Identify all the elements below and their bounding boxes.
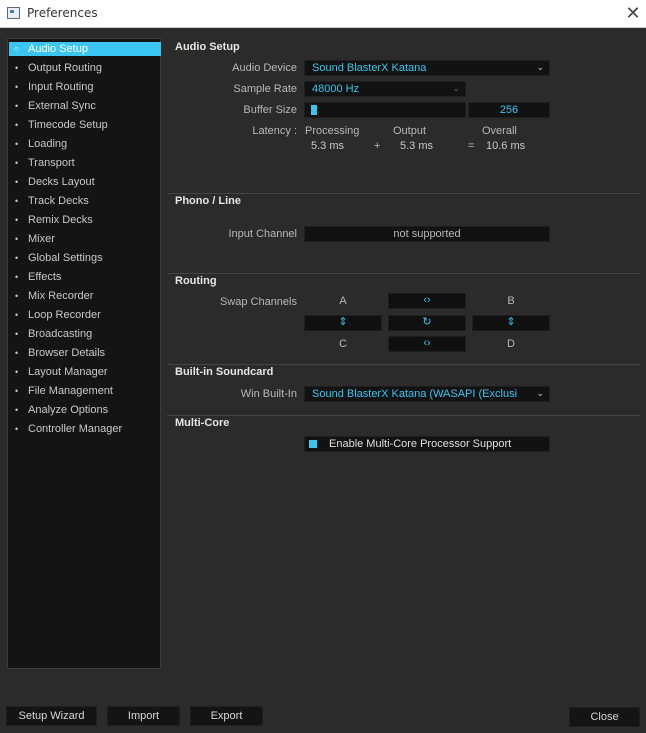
- swap-a-c-button[interactable]: [304, 315, 382, 331]
- close-button[interactable]: Close: [569, 707, 640, 727]
- bullet-icon: •: [15, 329, 19, 339]
- sidebar-item-remix-decks[interactable]: [8, 213, 160, 227]
- sample-rate-value: 48000 Hz: [312, 83, 360, 95]
- bullet-icon: •: [15, 424, 19, 434]
- sidebar-item-label: Loading: [28, 138, 68, 150]
- processing-label: Processing: [305, 125, 360, 137]
- swap-horizontal-icon: ‹›: [423, 337, 431, 349]
- section-title-multi-core: Multi-Core: [175, 417, 230, 429]
- setup-wizard-button[interactable]: Setup Wizard: [6, 706, 97, 726]
- output-value: 5.3 ms: [400, 140, 434, 152]
- sidebar-item-layout-manager[interactable]: [8, 365, 160, 379]
- sidebar-item-input-routing[interactable]: [8, 80, 160, 94]
- sidebar-item-label: Mix Recorder: [28, 290, 94, 302]
- swap-vertical-icon: ⇕: [506, 316, 516, 328]
- section-title-built-in-soundcard: Built-in Soundcard: [175, 366, 274, 378]
- sidebar-item-label: Controller Manager: [28, 423, 123, 435]
- bullet-icon: •: [15, 310, 19, 320]
- chevron-down-icon: ⌄: [536, 62, 544, 72]
- swap-c-d-button[interactable]: [388, 336, 466, 352]
- sidebar-item-label: Output Routing: [28, 62, 102, 74]
- bullet-icon: •: [15, 177, 19, 187]
- bullet-icon: •: [15, 386, 19, 396]
- sidebar-item-label: External Sync: [28, 100, 96, 112]
- bullet-icon: •: [15, 291, 19, 301]
- sidebar-item-file-management[interactable]: [8, 384, 160, 398]
- channel-c-label: C: [339, 338, 347, 350]
- sidebar-item-label: Broadcasting: [28, 328, 93, 340]
- preferences-app-icon: [7, 7, 20, 19]
- sample-rate-dropdown[interactable]: [304, 81, 466, 97]
- bullet-icon: •: [15, 234, 19, 244]
- sidebar-item-label: Layout Manager: [28, 366, 108, 378]
- sidebar-item-mixer[interactable]: [8, 232, 160, 246]
- sidebar: [7, 38, 161, 669]
- chevron-down-icon: ⌄: [536, 388, 544, 398]
- sidebar-item-mix-recorder[interactable]: [8, 289, 160, 303]
- multi-core-label: Enable Multi-Core Processor Support: [329, 438, 512, 450]
- bullet-icon: •: [15, 120, 19, 130]
- reset-icon: ↻: [422, 316, 432, 328]
- buffer-size-slider[interactable]: [304, 102, 466, 118]
- sidebar-item-transport[interactable]: [8, 156, 160, 170]
- sidebar-item-label: Loop Recorder: [28, 309, 101, 321]
- sidebar-item-browser-details[interactable]: [8, 346, 160, 360]
- bullet-icon: ○: [14, 44, 19, 53]
- sidebar-item-global-settings[interactable]: [8, 251, 160, 265]
- buffer-size-value: 256: [499, 104, 519, 116]
- bullet-icon: •: [15, 272, 19, 282]
- swap-horizontal-icon: ‹›: [423, 294, 431, 306]
- sidebar-item-label: Timecode Setup: [28, 119, 108, 131]
- sidebar-item-loading[interactable]: [8, 137, 160, 151]
- sidebar-item-audio-setup[interactable]: [9, 42, 161, 56]
- bullet-icon: •: [15, 82, 19, 92]
- section-title-phono-line: Phono / Line: [175, 195, 241, 207]
- sidebar-item-label: Mixer: [28, 233, 55, 245]
- channel-d-label: D: [507, 338, 515, 350]
- output-label: Output: [393, 125, 427, 137]
- sidebar-item-label: Remix Decks: [28, 214, 93, 226]
- buffer-size-label: Buffer Size: [243, 104, 297, 116]
- overall-label: Overall: [482, 125, 517, 137]
- sample-rate-label: Sample Rate: [233, 83, 297, 95]
- win-built-in-dropdown[interactable]: [304, 386, 550, 402]
- sidebar-item-output-routing[interactable]: [8, 61, 160, 75]
- audio-device-dropdown[interactable]: [304, 60, 550, 76]
- swap-vertical-icon: ⇕: [338, 316, 348, 328]
- latency-label: Latency :: [252, 125, 297, 137]
- sidebar-item-label: Decks Layout: [28, 176, 95, 188]
- sidebar-item-label: File Management: [28, 385, 113, 397]
- overall-value: 10.6 ms: [486, 140, 526, 152]
- swap-a-b-button[interactable]: [388, 293, 466, 309]
- swap-b-d-button[interactable]: [472, 315, 550, 331]
- bullet-icon: •: [15, 348, 19, 358]
- close-icon[interactable]: ✕: [625, 3, 641, 23]
- bullet-icon: •: [15, 196, 19, 206]
- sidebar-item-label: Input Routing: [28, 81, 94, 93]
- divider: [167, 193, 640, 194]
- bullet-icon: •: [15, 367, 19, 377]
- bullet-icon: •: [15, 215, 19, 225]
- channel-a-label: A: [339, 295, 347, 307]
- plus-sign: +: [374, 140, 381, 152]
- multi-core-checkbox[interactable]: [304, 436, 550, 452]
- window-title: Preferences: [27, 6, 98, 20]
- win-built-in-value: Sound BlasterX Katana (WASAPI (Exclusi: [312, 388, 518, 400]
- section-title-audio-setup: Audio Setup: [175, 41, 240, 53]
- buffer-size-field[interactable]: [468, 102, 550, 118]
- sidebar-item-track-decks[interactable]: [8, 194, 160, 208]
- divider: [167, 364, 640, 365]
- processing-value: 5.3 ms: [311, 140, 345, 152]
- bullet-icon: •: [15, 158, 19, 168]
- sidebar-item-label: Effects: [28, 271, 62, 283]
- bullet-icon: •: [15, 101, 19, 111]
- buffer-size-slider-handle[interactable]: [311, 105, 317, 115]
- sidebar-item-label: Transport: [28, 157, 75, 169]
- sidebar-item-controller-manager[interactable]: [8, 422, 160, 436]
- input-channel-value: not supported: [393, 228, 461, 240]
- sidebar-item-label: Global Settings: [28, 252, 103, 264]
- title-bar: [0, 0, 646, 28]
- bullet-icon: •: [15, 63, 19, 73]
- export-button[interactable]: Export: [190, 706, 263, 726]
- sidebar-item-decks-layout[interactable]: [8, 175, 160, 189]
- reset-routing-button[interactable]: [388, 315, 466, 331]
- win-built-in-label: Win Built-In: [240, 388, 297, 400]
- bullet-icon: •: [15, 405, 19, 415]
- input-channel-label: Input Channel: [228, 228, 297, 240]
- sidebar-item-label: Audio Setup: [28, 43, 88, 55]
- chevron-down-icon: ⌄: [452, 83, 460, 93]
- section-title-routing: Routing: [175, 275, 217, 287]
- swap-channels-label: Swap Channels: [219, 296, 297, 308]
- import-button[interactable]: Import: [107, 706, 180, 726]
- sidebar-item-timecode-setup[interactable]: [8, 118, 160, 132]
- sidebar-item-effects[interactable]: [8, 270, 160, 284]
- audio-device-label: Audio Device: [232, 62, 297, 74]
- sidebar-item-label: Browser Details: [28, 347, 106, 359]
- channel-b-label: B: [507, 295, 515, 307]
- divider: [167, 273, 640, 274]
- sidebar-item-external-sync[interactable]: [8, 99, 160, 113]
- bullet-icon: •: [15, 139, 19, 149]
- input-channel-field: [304, 226, 550, 242]
- checkbox-icon: [309, 440, 317, 448]
- divider: [167, 415, 640, 416]
- equals-sign: =: [468, 140, 475, 152]
- sidebar-item-analyze-options[interactable]: [8, 403, 160, 417]
- sidebar-item-label: Analyze Options: [28, 404, 109, 416]
- bullet-icon: •: [15, 253, 19, 263]
- sidebar-item-loop-recorder[interactable]: [8, 308, 160, 322]
- sidebar-item-label: Track Decks: [28, 195, 89, 207]
- settings-panel: [167, 38, 640, 669]
- sidebar-item-broadcasting[interactable]: [8, 327, 160, 341]
- audio-device-value: Sound BlasterX Katana: [312, 62, 427, 74]
